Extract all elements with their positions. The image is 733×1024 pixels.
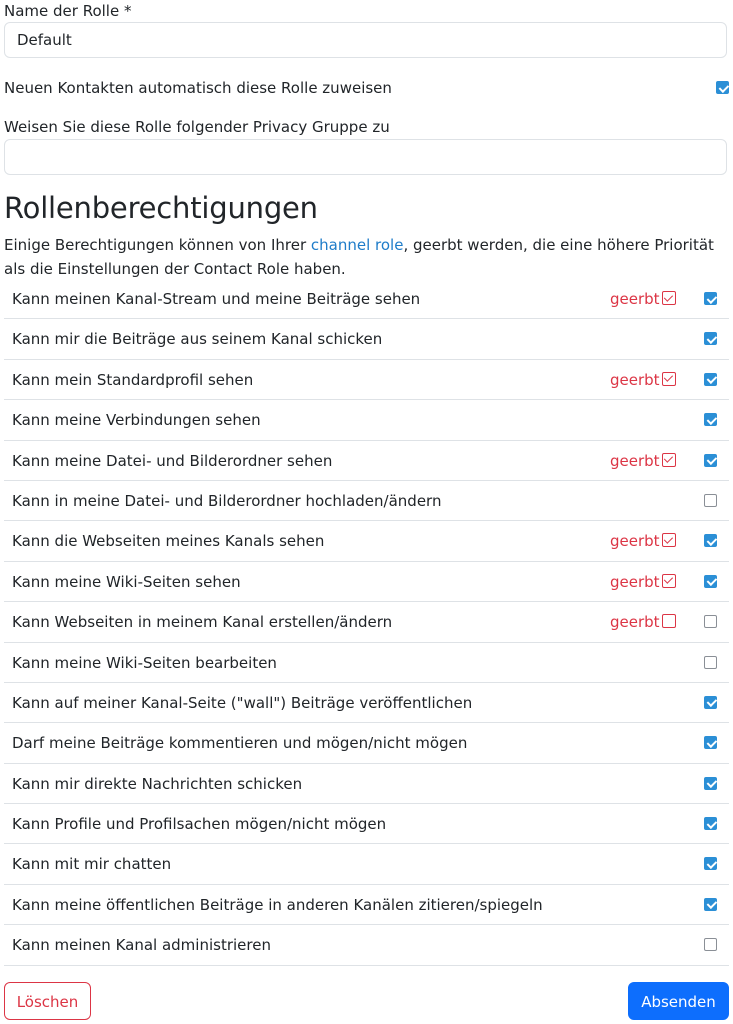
auto-assign-label: Neuen Kontakten automatisch diese Rolle zuweisen: [4, 79, 392, 97]
permission-label: Kann meine Wiki-Seiten bearbeiten: [12, 653, 277, 672]
permission-row: [4, 764, 729, 804]
permission-checkbox[interactable]: [704, 292, 717, 305]
permission-checkbox[interactable]: [704, 615, 717, 628]
permission-row: [4, 844, 729, 884]
permission-label: Kann meine Verbindungen sehen: [12, 411, 261, 430]
permission-label: Kann in meine Datei- und Bilderordner hochladen/ändern: [12, 491, 442, 510]
permission-checkbox[interactable]: [704, 413, 717, 426]
permission-row: [4, 643, 729, 683]
description-text-after: , geerbt werden, die eine höhere Priorität als die Einstellungen der Contact Role haben.: [4, 236, 714, 278]
role-name-label: Name der Rolle *: [4, 2, 132, 20]
permission-label: Kann meine Datei- und Bilderordner sehen: [12, 451, 333, 470]
inherited-checkbox: [662, 372, 676, 386]
permission-checkbox[interactable]: [704, 817, 717, 830]
permission-label: Kann mir die Beiträge aus seinem Kanal schicken: [12, 330, 383, 349]
section-title: Rollenberechtigungen: [4, 191, 318, 225]
inherited-label: geerbt: [610, 451, 660, 470]
permission-row: [4, 723, 729, 763]
permission-row: [4, 925, 729, 965]
permission-checkbox[interactable]: [704, 494, 717, 507]
permission-checkbox[interactable]: [704, 938, 717, 951]
inherited-label: geerbt: [610, 572, 660, 591]
permission-checkbox[interactable]: [704, 656, 717, 669]
inherited-label: geerbt: [610, 290, 660, 308]
description-text-before: Einige Berechtigungen können von Ihrer: [4, 236, 311, 254]
inherited-checkbox: [662, 533, 676, 547]
permission-label: Kann mir direkte Nachrichten schicken: [12, 774, 303, 793]
permission-checkbox[interactable]: [704, 696, 717, 709]
permission-label: Kann meine Wiki-Seiten sehen: [12, 572, 241, 591]
permission-row: [4, 441, 729, 481]
inherited-checkbox: [662, 453, 676, 467]
inherited-indicator: [610, 370, 676, 390]
permission-label: Kann meine öffentlichen Beiträge in anderen Kanälen zitieren/spiegeln: [12, 895, 543, 914]
permission-label: Darf meine Beiträge kommentieren und mögen/nicht mögen: [12, 734, 468, 753]
inherited-checkbox: [662, 574, 676, 588]
inherited-indicator: [610, 451, 676, 471]
permission-label: Kann auf meiner Kanal-Seite ("wall") Beiträge veröffentlichen: [12, 693, 473, 712]
permission-checkbox[interactable]: [704, 736, 717, 749]
permission-checkbox[interactable]: [704, 777, 717, 790]
section-description: [4, 233, 729, 281]
inherited-label: geerbt: [610, 532, 660, 551]
permission-checkbox[interactable]: [704, 534, 717, 547]
inherited-indicator: [610, 531, 676, 551]
permission-row: [4, 521, 729, 561]
privacy-group-select[interactable]: [4, 139, 727, 175]
permission-row: [4, 319, 729, 359]
permission-row: [4, 804, 729, 844]
permission-label: Kann Webseiten in meinem Kanal erstellen/ändern: [12, 613, 393, 632]
delete-button[interactable]: Löschen: [4, 982, 91, 1020]
permission-checkbox[interactable]: [704, 898, 717, 911]
permission-row: [4, 683, 729, 723]
auto-assign-checkbox[interactable]: [716, 81, 729, 94]
permission-row: [4, 360, 729, 400]
submit-button[interactable]: Absenden: [628, 982, 729, 1020]
inherited-indicator: [610, 289, 676, 309]
permission-label: Kann mein Standardprofil sehen: [12, 370, 254, 389]
permission-row: [4, 400, 729, 440]
permissions-list: [4, 279, 729, 966]
permission-checkbox[interactable]: [704, 454, 717, 467]
permission-checkbox[interactable]: [704, 332, 717, 345]
channel-role-link[interactable]: channel role: [310, 236, 404, 254]
role-name-input[interactable]: Default: [4, 22, 727, 58]
permission-label: Kann die Webseiten meines Kanals sehen: [12, 532, 325, 551]
permission-label: Kann meinen Kanal administrieren: [12, 936, 271, 955]
permission-label: Kann meinen Kanal-Stream und meine Beiträge sehen: [12, 290, 421, 308]
inherited-label: geerbt: [610, 613, 660, 632]
inherited-indicator: [610, 612, 676, 632]
permission-row: [4, 602, 729, 642]
auto-assign-row: [4, 77, 729, 99]
privacy-group-label: Weisen Sie diese Rolle folgender Privacy Gruppe zu: [4, 118, 390, 136]
permission-row: [4, 481, 729, 521]
permission-checkbox[interactable]: [704, 857, 717, 870]
inherited-checkbox: [662, 291, 676, 305]
permission-checkbox[interactable]: [704, 373, 717, 386]
permission-checkbox[interactable]: [704, 575, 717, 588]
permission-label: Kann Profile und Profilsachen mögen/nicht mögen: [12, 815, 387, 834]
inherited-label: geerbt: [610, 370, 660, 389]
permission-row: [4, 279, 729, 319]
inherited-indicator: [610, 572, 676, 592]
inherited-checkbox: [662, 614, 676, 628]
permission-label: Kann mit mir chatten: [12, 855, 172, 874]
permission-row: [4, 885, 729, 925]
permission-row: [4, 562, 729, 602]
